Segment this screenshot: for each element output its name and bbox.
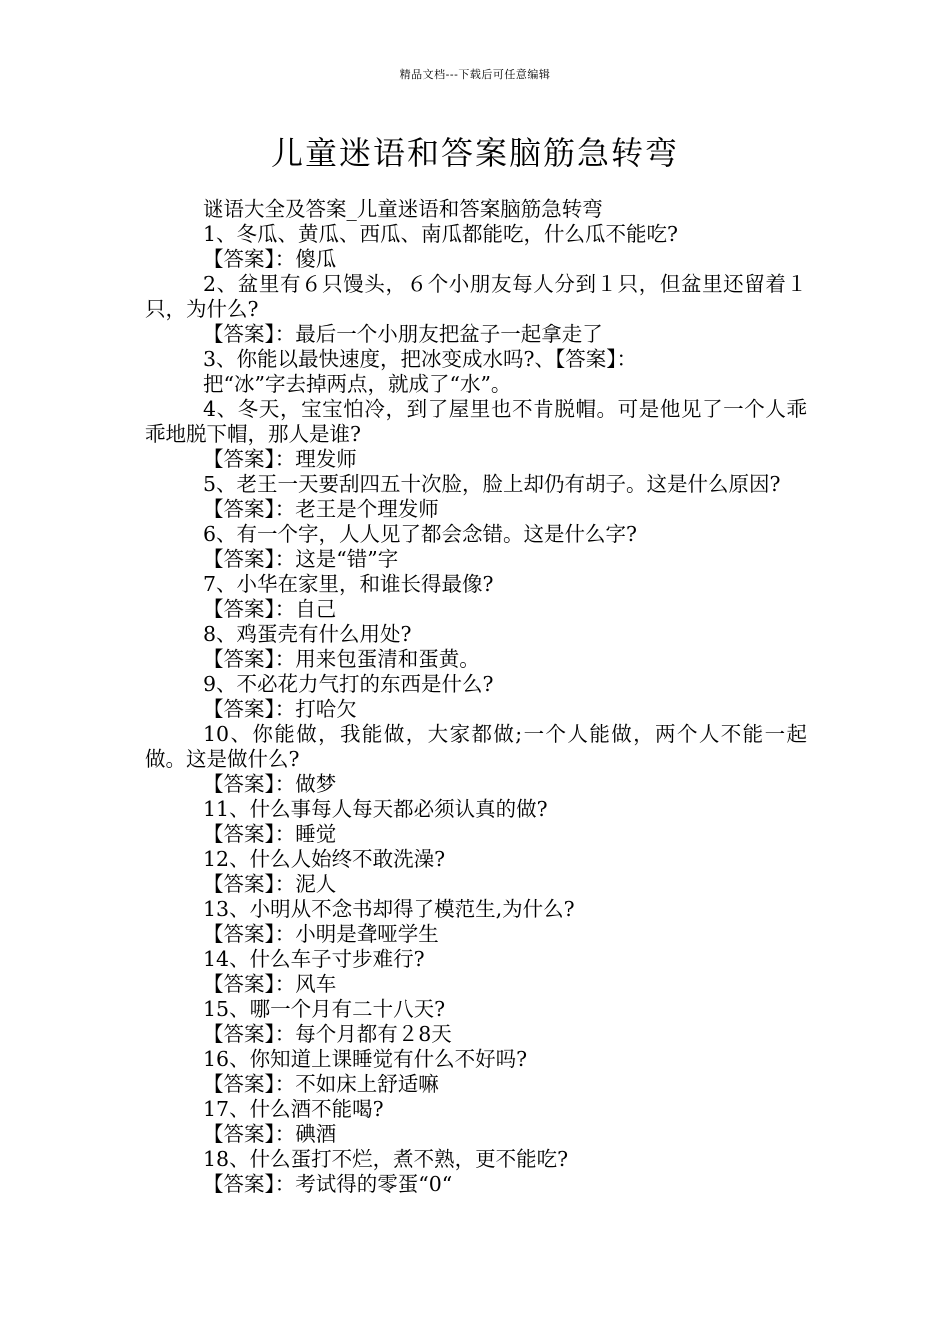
answer-4: 【答案】：理发师 [203,447,357,471]
answer-14: 【答案】：风车 [203,972,337,996]
answer-9: 【答案】：打哈欠 [203,697,357,721]
question-12: 12、什么人始终不敢洗澡? [203,847,446,871]
answer-11: 【答案】：睡觉 [203,822,337,846]
intro-line: 谜语大全及答案_儿童迷语和答案脑筋急转弯 [203,197,603,221]
question-6: 6、有一个字，人人见了都会念错。这是什么字? [203,522,638,546]
question-1: 1、冬瓜、黄瓜、西瓜、南瓜都能吃，什么瓜不能吃? [203,222,679,246]
document-body [145,197,807,1197]
answer-5: 【答案】：老王是个理发师 [203,497,439,521]
answer-15: 【答案】：每个月都有２8天 [203,1022,452,1046]
answer-2: 【答案】：最后一个小朋友把盆子一起拿走了 [203,322,603,346]
answer-13: 【答案】：小明是聋哑学生 [203,922,439,946]
answer-6: 【答案】：这是“错”字 [203,547,399,571]
question-11: 11、什么事每人每天都必须认真的做? [203,797,548,821]
document-title: 儿童迷语和答案脑筋急转弯 [270,134,679,172]
question-3: 3、你能以最快速度，把冰变成水吗?、【答案】： [203,347,638,371]
page-header: 精品文档---下载后可任意编辑 [399,68,551,81]
question-4: 4、冬天，宝宝怕冷，到了屋里也不肯脱帽。可是他见了一个人乖乖地脱下帽，那人是谁? [145,397,807,446]
question-16: 16、你知道上课睡觉有什么不好吗? [203,1047,528,1071]
answer-12: 【答案】：泥人 [203,872,337,896]
question-10: 10、你能做，我能做，大家都做;一个人能做，两个人不能一起做。这是做什么? [145,722,807,771]
question-2: 2、盆里有６只馒头，６个小朋友每人分到１只，但盆里还留着１只，为什么? [145,272,807,321]
answer-17: 【答案】：碘酒 [203,1122,337,1146]
answer-10: 【答案】：做梦 [203,772,337,796]
question-8: 8、鸡蛋壳有什么用处? [203,622,412,646]
answer-3: 把“冰”字去掉两点，就成了“水”。 [203,372,512,396]
question-17: 17、什么酒不能喝? [203,1097,384,1121]
question-14: 14、什么车子寸步难行? [203,947,425,971]
question-18: 18、什么蛋打不烂，煮不熟，更不能吃? [203,1147,569,1171]
question-7: 7、小华在家里，和谁长得最像? [203,572,494,596]
answer-8: 【答案】：用来包蛋清和蛋黄。 [203,647,480,671]
answer-18: 【答案】：考试得的零蛋“0“ [203,1172,453,1196]
answer-7: 【答案】：自己 [203,597,337,621]
question-15: 15、哪一个月有二十八天? [203,997,446,1021]
question-13: 13、小明从不念书却得了模范生,为什么? [203,897,575,921]
answer-16: 【答案】：不如床上舒适嘛 [203,1072,439,1096]
question-9: 9、不必花力气打的东西是什么? [203,672,494,696]
question-5: 5、老王一天要刮四五十次脸，脸上却仍有胡子。这是什么原因? [203,472,781,496]
answer-1: 【答案】：傻瓜 [203,247,337,271]
